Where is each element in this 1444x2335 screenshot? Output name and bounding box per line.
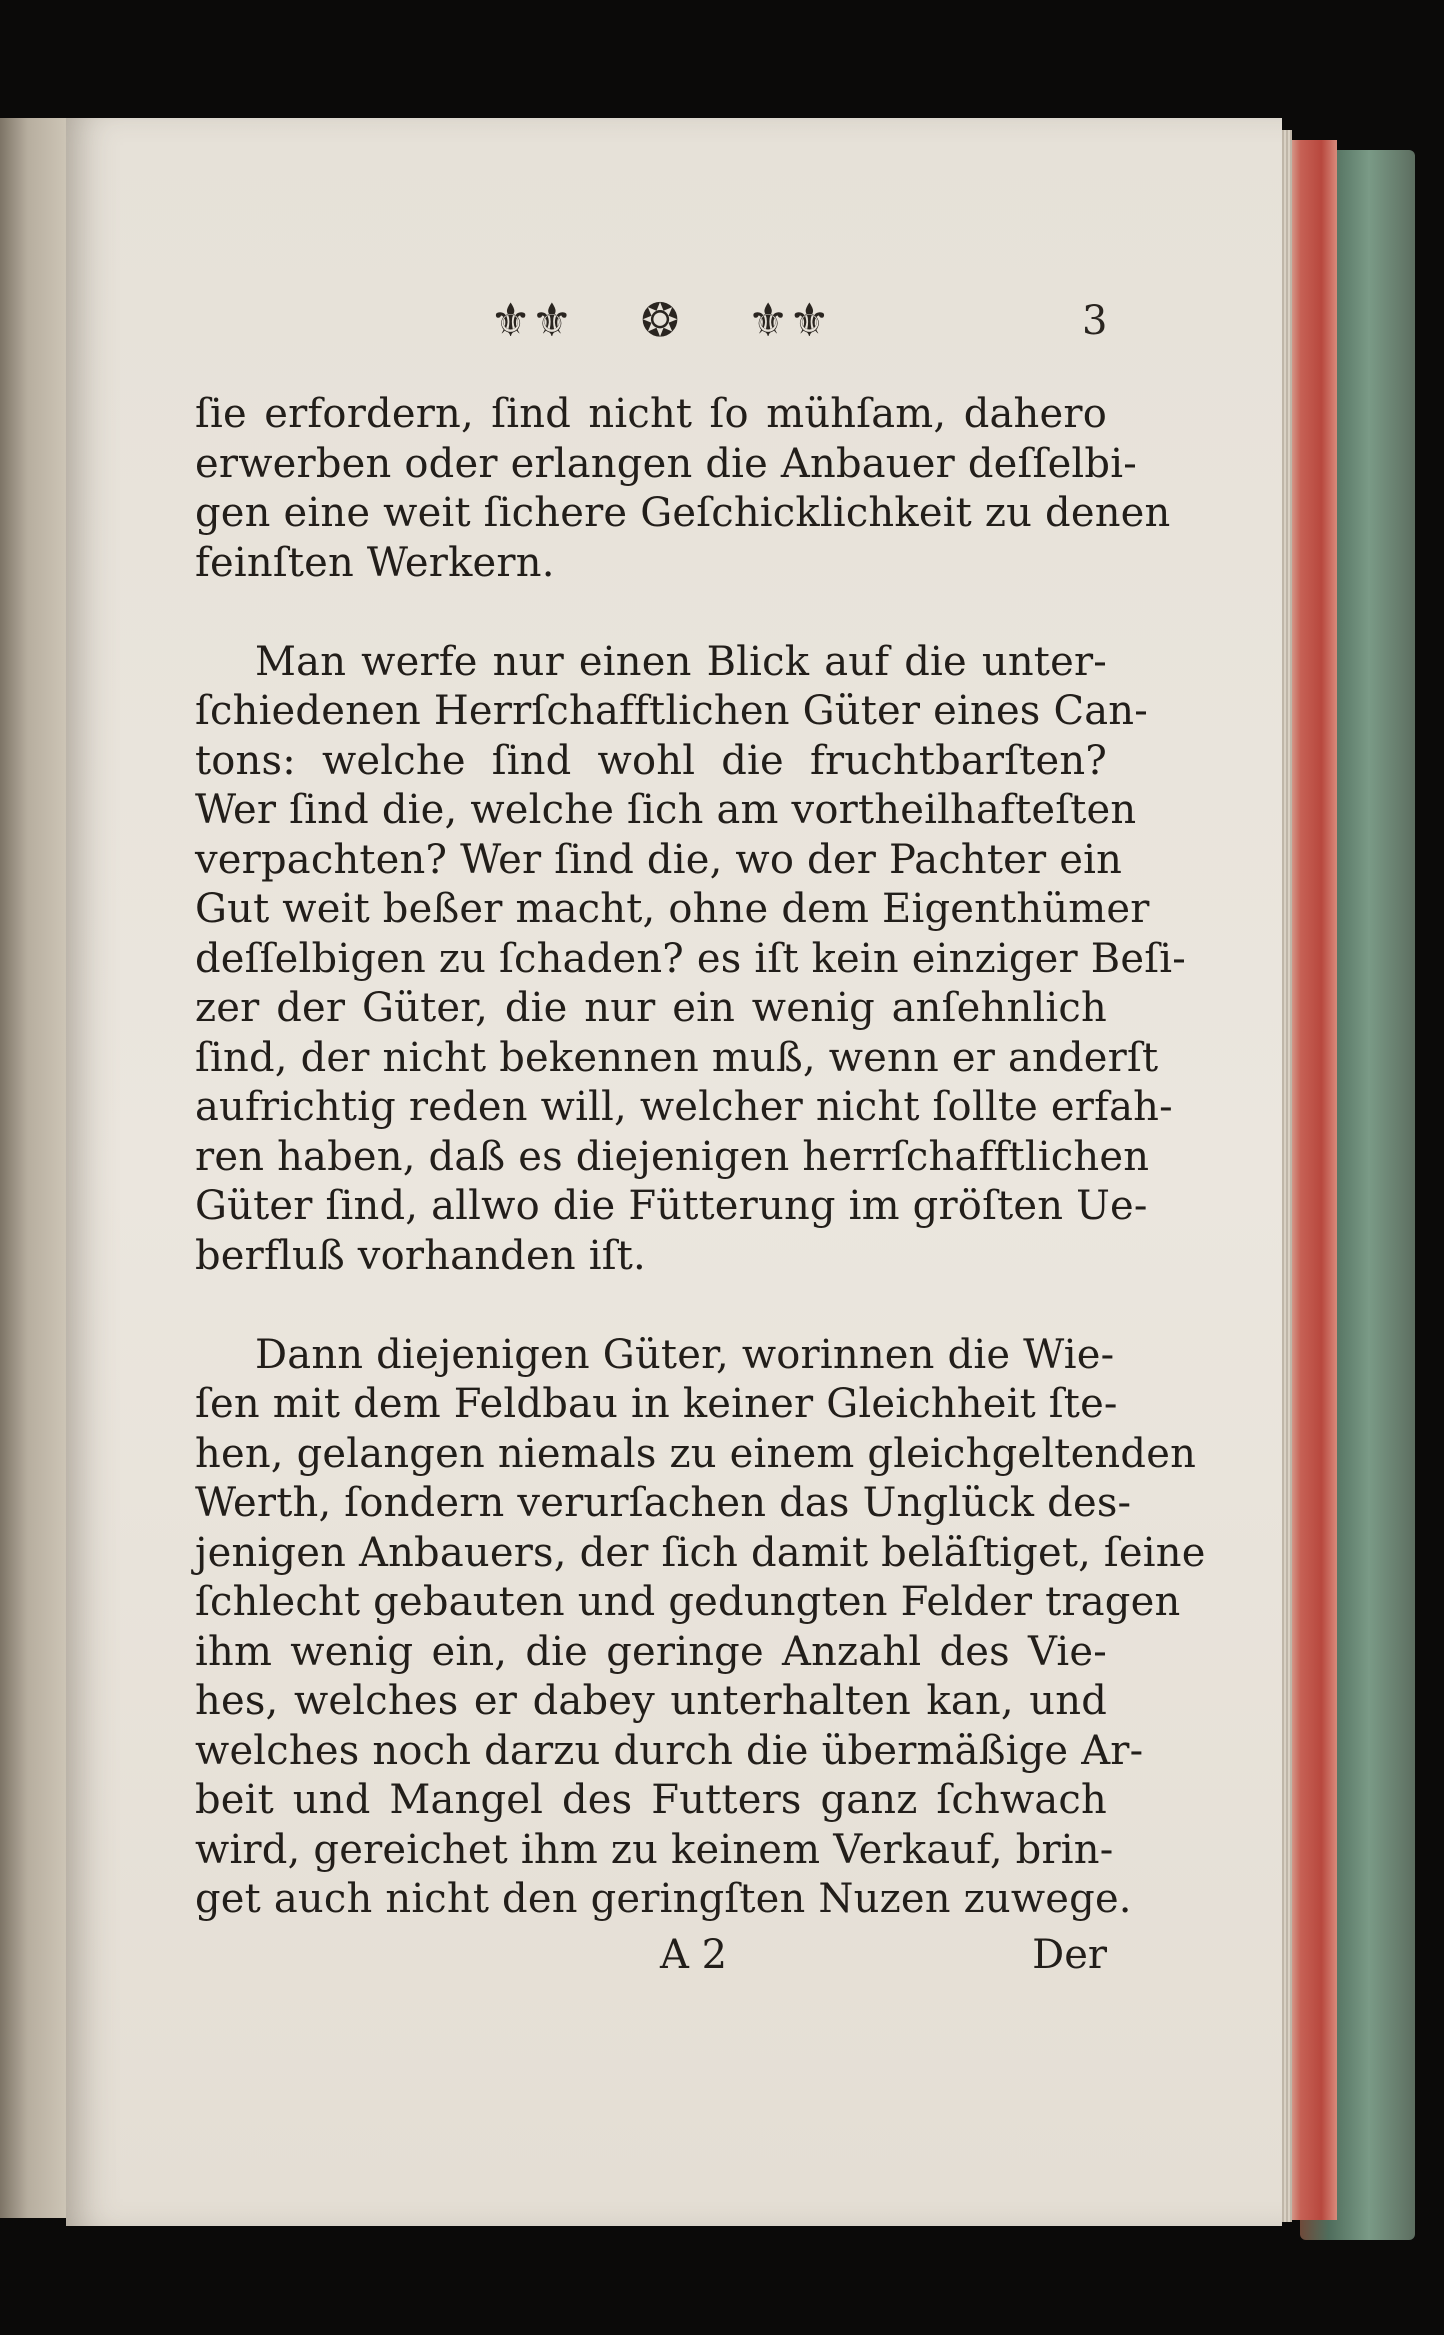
facing-page-edge — [0, 118, 71, 2218]
text-line: berfluß vorhanden iſt. — [195, 1232, 646, 1279]
text-line: deſſelbigen zu ſchaden? es iſt kein einziger Beſi- — [195, 935, 1186, 982]
text-line: erwerben oder erlangen die Anbauer deſſelbi- — [195, 440, 1137, 487]
text-line: Wer ſind die, welche ſich am vortheilhafteſten — [195, 787, 1137, 833]
text-line: Dann diejenigen Güter, worinnen die Wie- — [255, 1331, 1115, 1378]
text-line: ſie erfordern, ſind nicht ſo mühſam, dahero — [195, 391, 1107, 437]
text-line: hen, gelangen niemals zu einem gleichgeltenden — [195, 1430, 1197, 1477]
signature-mark: A 2 — [660, 1932, 728, 1978]
text-line: hes, welches er dabey unterhalten kan, und — [195, 1678, 1107, 1724]
text-line: ſen mit dem Feldbau in keiner Gleichheit ſte- — [195, 1381, 1118, 1427]
text-line: jenigen Anbauers, der ſich damit beläſtiget, ſeine — [195, 1529, 1206, 1576]
body-text — [195, 390, 1206, 1925]
page-number: 3 — [1082, 298, 1108, 344]
text-line: beit und Mangel des Futters ganz ſchwach — [195, 1777, 1107, 1823]
text-line: Gut weit beßer macht, ohne dem Eigenthümer — [195, 886, 1150, 932]
catchword: Der — [1032, 1932, 1107, 1978]
text-line: gen eine weit ſichere Geſchicklichkeit zu denen — [195, 490, 1171, 536]
text-line: ſchlecht gebauten und gedungten Felder tragen — [195, 1579, 1181, 1625]
header-ornament — [490, 290, 830, 350]
text-line: zer der Güter, die nur ein wenig anſehnlich — [195, 985, 1107, 1031]
fleuron-icon: ⚜⚜ — [490, 293, 573, 347]
text-line: Man werfe nur einen Blick auf die unter- — [255, 638, 1107, 685]
text-line: Güter ſind, allwo die Fütterung im gröſten Ue- — [195, 1183, 1148, 1229]
red-page-edges — [1285, 140, 1337, 2220]
paragraph — [195, 638, 1186, 1282]
text-line: get auch nicht den geringſten Nuzen zuwege. — [195, 1876, 1132, 1922]
text-line: wird, gereichet ihm zu keinem Verkauf, brin- — [195, 1826, 1114, 1873]
fleuron-icon: ⚜⚜ — [747, 293, 830, 347]
text-line: ren haben, daß es diejenigen herrſchafftlichen — [195, 1133, 1150, 1180]
rosette-icon: ❂ — [640, 293, 680, 347]
page-footer — [195, 1932, 1107, 1982]
text-line: Werth, ſondern verurſachen das Unglück des- — [195, 1480, 1132, 1526]
text-line: ſchiedenen Herrſchafftlichen Güter eines Can- — [195, 688, 1148, 734]
paragraph — [195, 1331, 1206, 1925]
text-line: verpachten? Wer ſind die, wo der Pachter ein — [195, 836, 1123, 883]
text-line: aufrichtig reden will, welcher nicht ſollte erfah- — [195, 1084, 1173, 1130]
text-line: ſind, der nicht bekennen muß, wenn er anderſt — [195, 1034, 1159, 1081]
text-line: tons: welche ſind wohl die fruchtbarſten? — [195, 737, 1107, 784]
text-line: welches noch darzu durch die übermäßige Ar- — [195, 1727, 1144, 1774]
paragraph — [195, 390, 1171, 588]
text-line: feinſten Werkern. — [195, 539, 555, 586]
text-line: ihm wenig ein, die geringe Anzahl des Vie- — [195, 1628, 1107, 1675]
